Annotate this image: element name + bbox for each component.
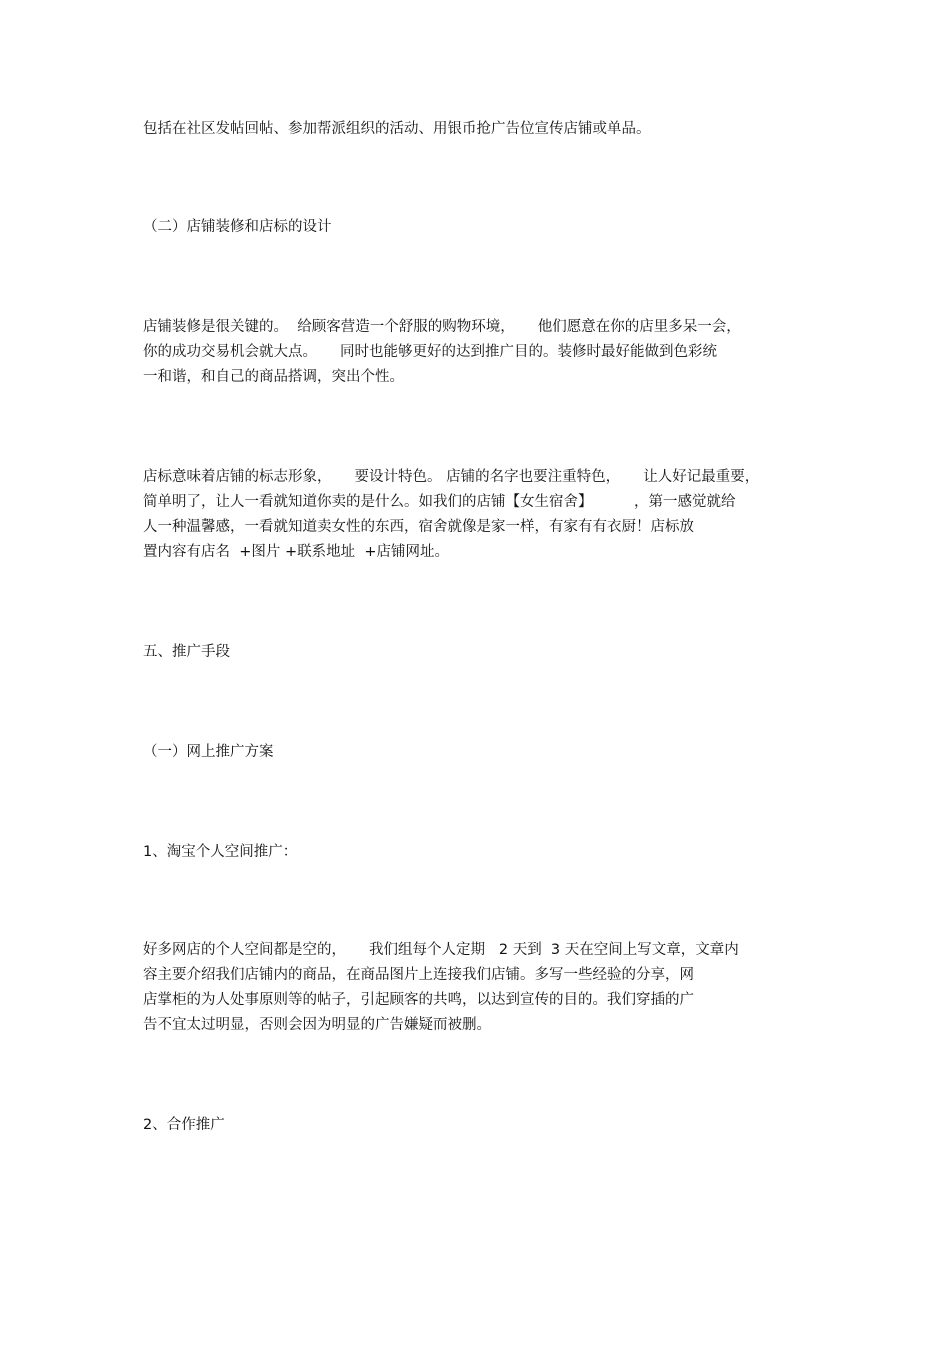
- heading-online-promotion: [143, 740, 823, 765]
- paragraph-line: 一和谐，和自己的商品搭调，突出个性。: [143, 369, 404, 385]
- heading-text: 2、合作推广: [143, 1117, 225, 1133]
- paragraph-line: 人一种温馨感，一看就知道卖女性的东西，宿舍就像是家一样，有家有有衣厨！店标放: [143, 519, 694, 535]
- heading-text: 五、推广手段: [143, 644, 230, 660]
- heading-cooperation: [143, 1113, 823, 1138]
- paragraph-personal-space: [143, 938, 823, 1038]
- paragraph-line: 好多网店的个人空间都是空的， 我们组每个人定期 2 天到 3 天在空间上写文章，文章内: [143, 942, 739, 958]
- heading-shop-design: [143, 215, 823, 240]
- heading-promotion: [143, 640, 823, 665]
- paragraph-line: 告不宜太过明显，否则会因为明显的广告嫌疑而被删。: [143, 1017, 491, 1033]
- paragraph-decoration: [143, 315, 823, 390]
- heading-taobao-space: [143, 840, 823, 865]
- paragraph-line: 店铺装修是很关键的。 给顾客营造一个舒服的购物环境， 他们愿意在你的店里多呆一会，: [143, 319, 741, 335]
- paragraph-line: 你的成功交易机会就大点。 同时也能够更好的达到推广目的。装修时最好能做到色彩统: [143, 344, 718, 360]
- paragraph-shop-logo: [143, 465, 823, 565]
- paragraph-line: 店标意味着店铺的标志形象， 要设计特色。 店铺的名字也要注重特色， 让人好记最重要，: [143, 469, 760, 485]
- heading-text: （二）店铺装修和店标的设计: [143, 219, 332, 235]
- paragraph-line: 简单明了，让人一看就知道你卖的是什么。如我们的店铺【女生宿舍】 ，第一感觉就给: [143, 494, 736, 510]
- paragraph-line: 容主要介绍我们店铺内的商品，在商品图片上连接我们店铺。多写一些经验的分享，网: [143, 967, 694, 983]
- paragraph-line: 店掌柜的为人处事原则等的帖子，引起顾客的共鸣，以达到宣传的目的。我们穿插的广: [143, 992, 694, 1008]
- heading-text: （一）网上推广方案: [143, 744, 274, 760]
- paragraph-community: [143, 117, 823, 142]
- paragraph-line: 包括在社区发帖回帖、参加帮派组织的活动、用银币抢广告位宣传店铺或单品。: [143, 121, 651, 137]
- heading-text: 1、淘宝个人空间推广：: [143, 844, 298, 860]
- paragraph-line: 置内容有店名 +图片 +联系地址 +店铺网址。: [143, 544, 449, 560]
